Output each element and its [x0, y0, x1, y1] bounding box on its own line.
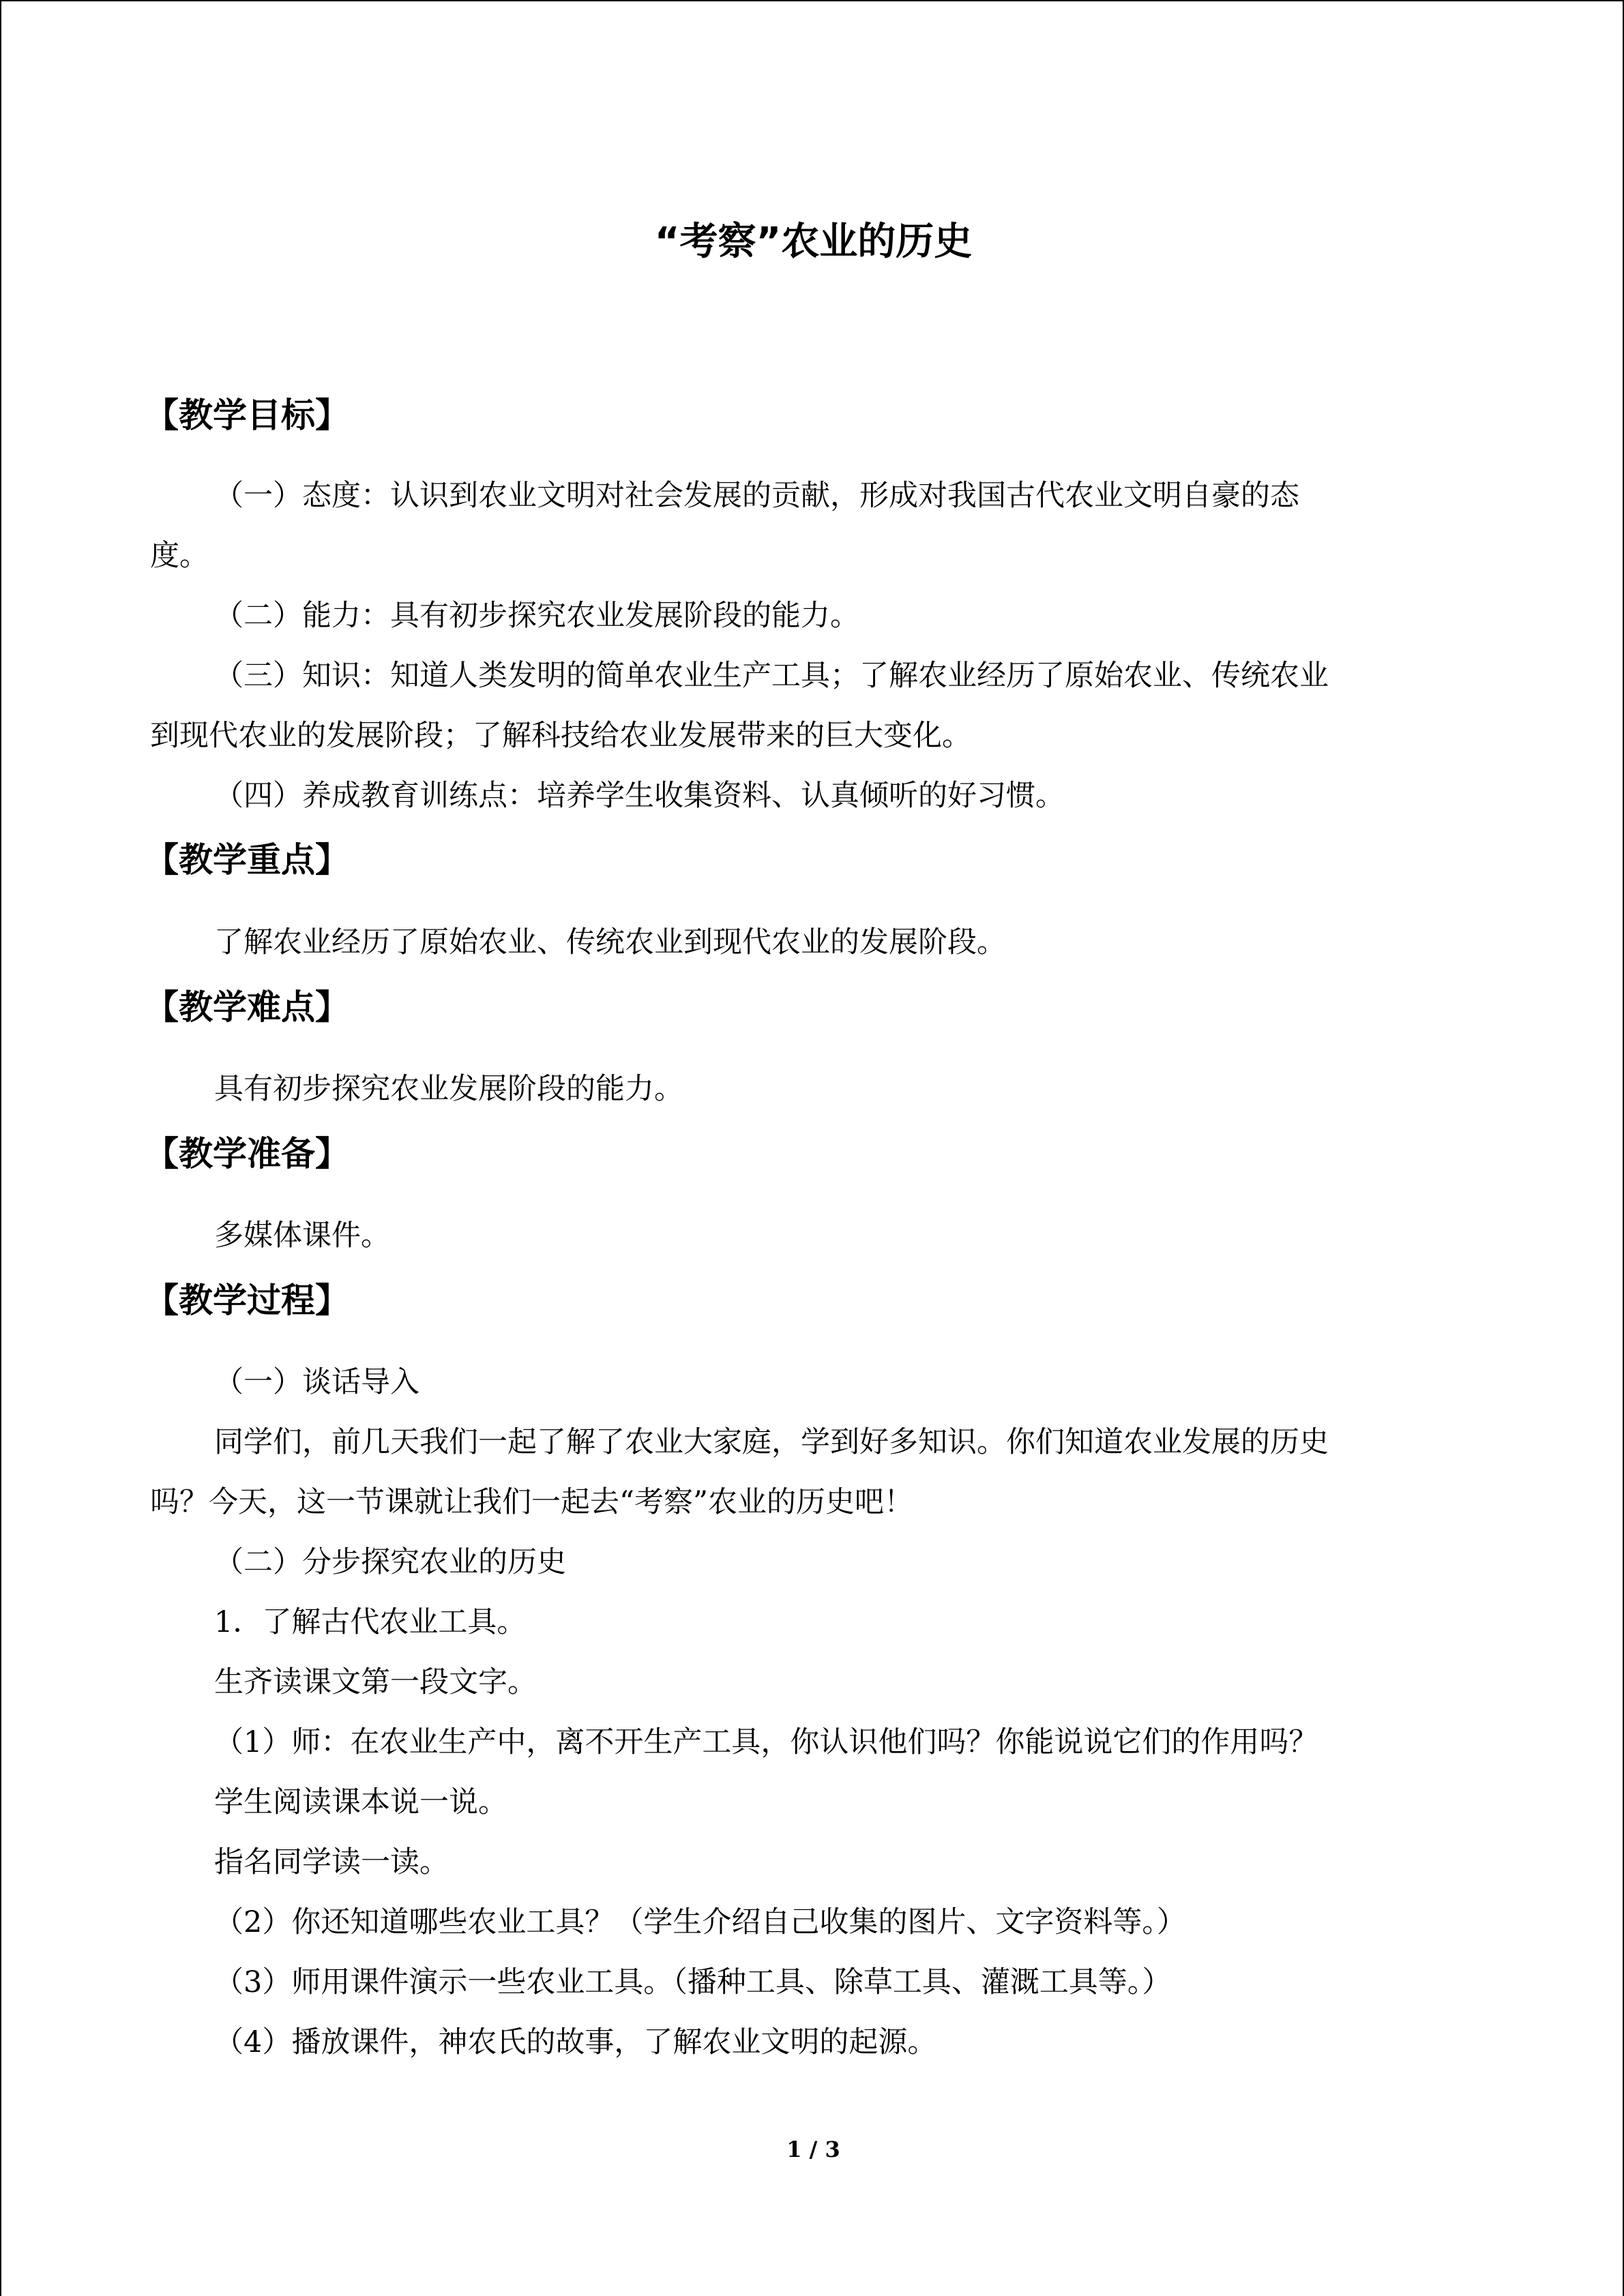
section-heading-process: 【教学过程】 — [145, 1281, 349, 1320]
goal-line-3-cont: 到现代农业的发展阶段；了解科技给农业发展带来的巨大变化。 — [150, 719, 971, 753]
goal-line-4: （四）养成教育训练点：培养学生收集资料、认真倾听的好习惯。 — [214, 779, 1065, 813]
process-line-6: （1）师：在农业生产中，离不开生产工具，你认识他们吗？你能说说它们的作用吗？ — [214, 1725, 1318, 1759]
preparation-line-1: 多媒体课件。 — [214, 1219, 390, 1253]
key-point-line-1: 了解农业经历了原始农业、传统农业到现代农业的发展阶段。 — [214, 925, 1006, 959]
process-line-2: 同学们，前几天我们一起了解了农业大家庭，学到好多知识。你们知道农业发展的历史 — [214, 1425, 1329, 1459]
process-line-3: （二）分步探究农业的历史 — [214, 1545, 566, 1579]
process-line-1: （一）谈话导入 — [214, 1365, 419, 1399]
goal-line-1: （一）态度：认识到农业文明对社会发展的贡献，形成对我国古代农业文明自豪的态 — [214, 479, 1299, 513]
goal-line-3: （三）知识：知道人类发明的简单农业生产工具；了解农业经历了原始农业、传统农业 — [214, 659, 1329, 693]
difficulty-line-1: 具有初步探究农业发展阶段的能力。 — [214, 1072, 683, 1106]
goal-line-2: （二）能力：具有初步探究农业发展阶段的能力。 — [214, 599, 859, 633]
process-line-2-cont: 吗？今天，这一节课就让我们一起去“考察”农业的历史吧！ — [150, 1485, 913, 1519]
process-line-4: 1．了解古代农业工具。 — [214, 1605, 527, 1639]
document-title: “考察”农业的历史 — [654, 220, 973, 264]
section-heading-goals: 【教学目标】 — [145, 396, 349, 435]
process-line-5: 生齐读课文第一段文字。 — [214, 1665, 537, 1699]
process-line-10: （3）师用课件演示一些农业工具。（播种工具、除草工具、灌溉工具等。） — [214, 1965, 1172, 1999]
section-heading-key-points: 【教学重点】 — [145, 840, 349, 880]
process-line-9: （2）你还知道哪些农业工具？（学生介绍自己收集的图片、文字资料等。） — [214, 1905, 1186, 1939]
section-heading-difficulties: 【教学难点】 — [145, 987, 349, 1027]
page-indicator: 1 / 3 — [786, 2136, 840, 2162]
process-line-8: 指名同学读一读。 — [214, 1845, 449, 1879]
process-line-11: （4）播放课件，神农氏的故事，了解农业文明的起源。 — [214, 2025, 937, 2059]
process-line-7: 学生阅读课本说一说。 — [214, 1785, 507, 1819]
section-heading-preparation: 【教学准备】 — [145, 1134, 349, 1174]
goal-line-1-cont: 度。 — [150, 539, 209, 573]
